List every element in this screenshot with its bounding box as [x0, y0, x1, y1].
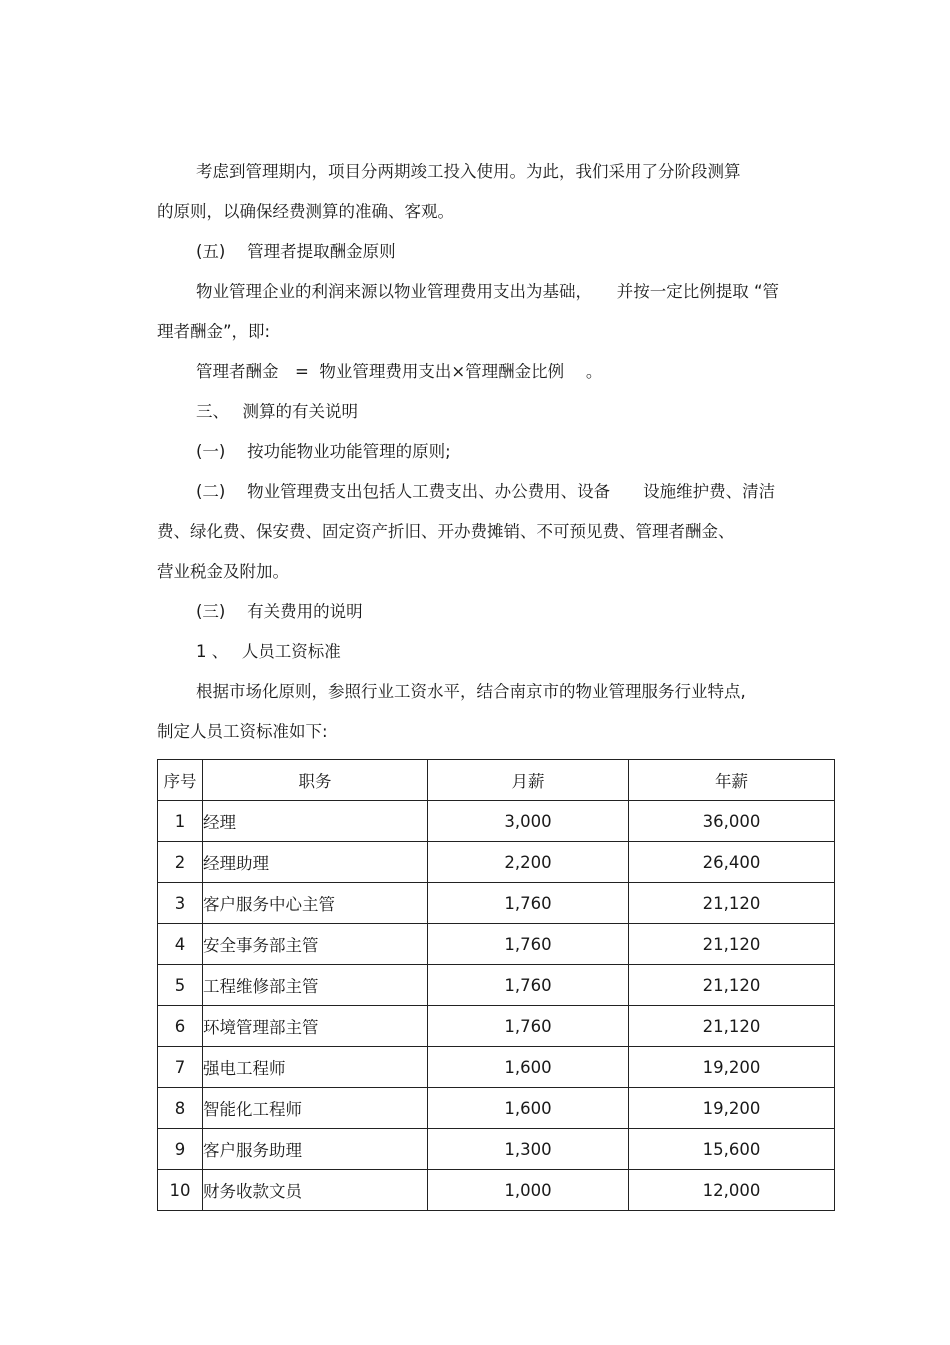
table-row: [158, 883, 835, 924]
cell-monthly: 1,600: [428, 1088, 629, 1129]
cell-monthly: 1,760: [428, 883, 629, 924]
header-monthly: 月薪: [428, 760, 629, 801]
cell-title: 智能化工程师: [203, 1088, 428, 1129]
header-title: 职务: [203, 760, 428, 801]
cell-annual: 26,400: [629, 842, 835, 883]
cell-title: 客户服务中心主管: [203, 883, 428, 924]
paragraph-line: 考虑到管理期内，项目分两期竣工投入使用。为此，我们采用了分阶段测算: [196, 162, 741, 181]
cell-annual: 21,120: [629, 924, 835, 965]
cell-no: 7: [158, 1047, 203, 1088]
salary-table: [157, 759, 835, 1211]
paragraph-line: 制定人员工资标准如下:: [157, 722, 328, 741]
list-item: (一) 按功能物业功能管理的原则;: [196, 442, 451, 461]
cell-title: 环境管理部主管: [203, 1006, 428, 1047]
table-row: [158, 842, 835, 883]
cell-title: 安全事务部主管: [203, 924, 428, 965]
cell-title: 财务收款文员: [203, 1170, 428, 1211]
cell-title: 强电工程师: [203, 1047, 428, 1088]
list-item: (三) 有关费用的说明: [196, 602, 363, 621]
cell-annual: 12,000: [629, 1170, 835, 1211]
cell-monthly: 1,000: [428, 1170, 629, 1211]
paragraph-line: 营业税金及附加。: [157, 562, 289, 581]
cell-annual: 19,200: [629, 1047, 835, 1088]
cell-annual: 36,000: [629, 801, 835, 842]
cell-monthly: 3,000: [428, 801, 629, 842]
cell-no: 10: [158, 1170, 203, 1211]
cell-monthly: 1,760: [428, 1006, 629, 1047]
sub-heading: 1 、 人员工资标准: [196, 642, 341, 661]
cell-annual: 21,120: [629, 1006, 835, 1047]
paragraph-line: 费、绿化费、保安费、固定资产折旧、开办费摊销、不可预见费、管理者酬金、: [157, 522, 735, 541]
cell-title: 客户服务助理: [203, 1129, 428, 1170]
cell-annual: 19,200: [629, 1088, 835, 1129]
cell-no: 1: [158, 801, 203, 842]
cell-no: 8: [158, 1088, 203, 1129]
cell-no: 4: [158, 924, 203, 965]
cell-monthly: 1,300: [428, 1129, 629, 1170]
table-row: [158, 1170, 835, 1211]
table-header-row: [158, 760, 835, 801]
cell-title: 工程维修部主管: [203, 965, 428, 1006]
table-row: [158, 1088, 835, 1129]
formula-line: 管理者酬金 = 物业管理费用支出×管理酬金比例 。: [196, 362, 603, 381]
paragraph-line: 的原则，以确保经费测算的准确、客观。: [157, 202, 454, 221]
cell-no: 3: [158, 883, 203, 924]
table-row: [158, 1006, 835, 1047]
cell-no: 6: [158, 1006, 203, 1047]
cell-monthly: 1,760: [428, 965, 629, 1006]
paragraph-line: 理者酬金”，即:: [157, 322, 271, 341]
cell-monthly: 2,200: [428, 842, 629, 883]
cell-no: 2: [158, 842, 203, 883]
paragraph-line: 根据市场化原则，参照行业工资水平，结合南京市的物业管理服务行业特点,: [196, 682, 746, 701]
table-row: [158, 924, 835, 965]
cell-annual: 15,600: [629, 1129, 835, 1170]
header-no: 序号: [158, 760, 203, 801]
list-item: (二) 物业管理费支出包括人工费支出、办公费用、设备 设施维护费、清洁: [196, 482, 776, 501]
paragraph-line: 物业管理企业的利润来源以物业管理费用支出为基础， 并按一定比例提取 “管: [196, 282, 780, 301]
cell-no: 5: [158, 965, 203, 1006]
header-annual: 年薪: [629, 760, 835, 801]
table-row: [158, 1129, 835, 1170]
cell-annual: 21,120: [629, 883, 835, 924]
table-row: [158, 801, 835, 842]
cell-monthly: 1,760: [428, 924, 629, 965]
cell-no: 9: [158, 1129, 203, 1170]
cell-monthly: 1,600: [428, 1047, 629, 1088]
table-row: [158, 965, 835, 1006]
cell-title: 经理: [203, 801, 428, 842]
cell-title: 经理助理: [203, 842, 428, 883]
cell-annual: 21,120: [629, 965, 835, 1006]
table-row: [158, 1047, 835, 1088]
section-heading: (五) 管理者提取酬金原则: [196, 242, 396, 261]
section-heading: 三、 测算的有关说明: [196, 402, 358, 421]
